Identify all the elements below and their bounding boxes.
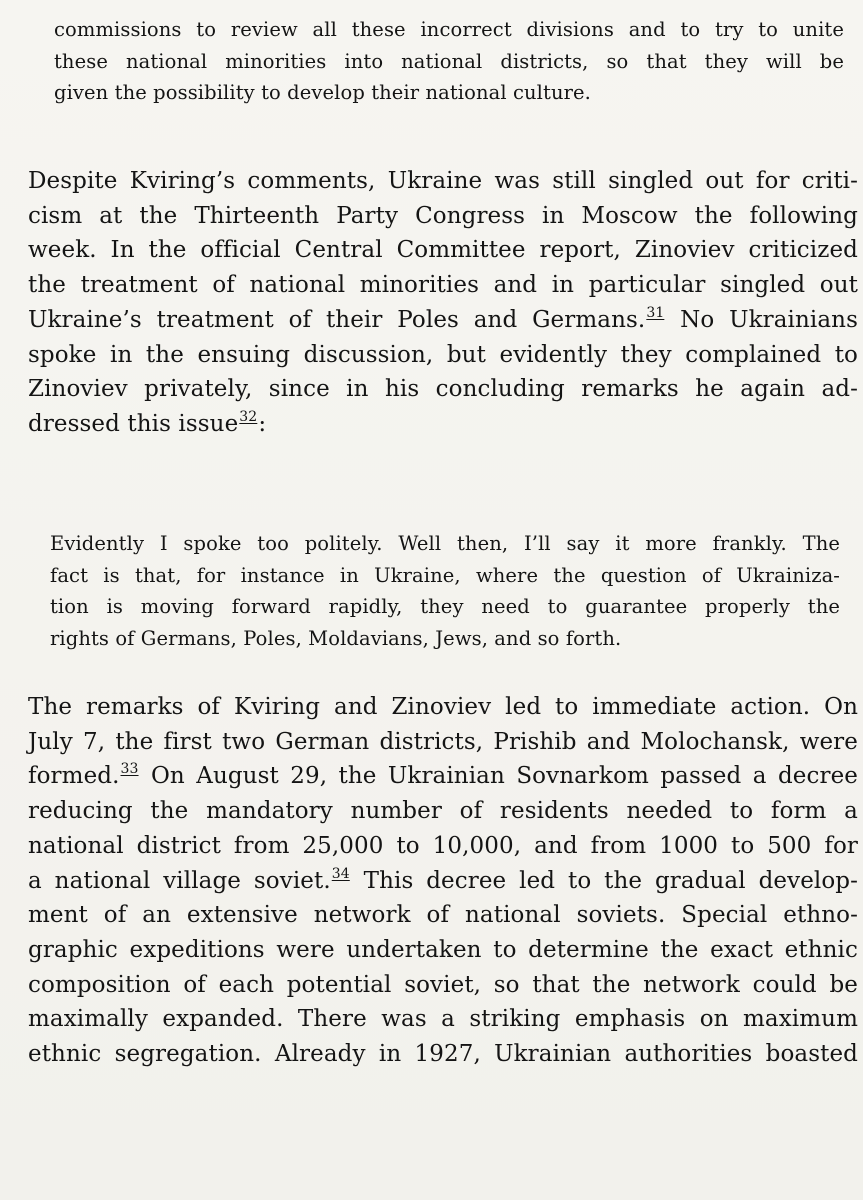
text-line: national district from 25,000 to 10,000, and from 1000 to 500 for <box>28 832 858 859</box>
text-line: spoke in the ensuing discussion, but evidently they complained to <box>28 341 858 368</box>
text-fragment: dressed this issue <box>28 410 239 437</box>
footnote-31-link[interactable]: 31 <box>646 304 665 321</box>
text-line: cism at the Thirteenth Party Congress in Moscow the following <box>28 202 858 229</box>
text-line: ment of an extensive network of national soviets. Special ethno- <box>28 902 858 929</box>
text-line: July 7, the first two German districts, Prishib and Molochansk, were <box>28 728 858 755</box>
quote-line: rights of Germans, Poles, Moldavians, Jews, and so forth. <box>50 626 622 650</box>
quote-line: commissions to review all these incorrect divisions and to try to unite <box>54 18 844 41</box>
footnote-34-link[interactable]: 34 <box>331 865 350 882</box>
footnote-32-link[interactable]: 32 <box>239 408 258 425</box>
quote-line: given the possibility to develop their national culture. <box>54 81 591 104</box>
text-line: Zinoviev privately, since in his concluding remarks he again ad- <box>28 376 858 403</box>
block-quote-zinoviev <box>50 528 840 654</box>
text-line: ethnic segregation. Already in 1927, Ukrainian authorities boasted <box>28 1041 858 1068</box>
quote-line: tion is moving forward rapidly, they need to guarantee properly the <box>50 595 840 618</box>
footnote-33-link[interactable]: 33 <box>120 761 139 778</box>
text-line <box>28 303 858 338</box>
text-fragment: formed. <box>28 763 120 790</box>
text-line: week. In the official Central Committee report, Zinoviev criticized <box>28 237 858 264</box>
paragraph-immediate-action <box>28 690 858 1072</box>
text-fragment: This decree led to the gradual develop- <box>350 867 859 894</box>
text-line: Despite Kviring’s comments, Ukraine was still singled out for criti- <box>28 168 858 194</box>
text-line: the treatment of national minorities and in particular singled out <box>28 272 858 299</box>
text-line: composition of each potential soviet, so that the network could be <box>28 971 858 998</box>
block-quote-top <box>54 14 844 109</box>
quote-line: these national minorities into national districts, so that they will be <box>54 49 844 73</box>
text-fragment: a national village soviet. <box>28 867 331 894</box>
text-line: graphic expeditions were undertaken to determine the exact ethnic <box>28 936 858 963</box>
text-fragment: Ukraine’s treatment of their Poles and Germans. <box>28 306 646 333</box>
text-line: maximally expanded. There was a striking emphasis on maximum <box>28 1006 858 1033</box>
text-fragment: On August 29, the Ukrainian Sovnarkom passed a decree <box>139 763 858 790</box>
quote-line: fact is that, for instance in Ukraine, where the question of Ukrainiza- <box>50 563 840 587</box>
text-line: reducing the mandatory number of residents needed to form a <box>28 798 858 825</box>
paragraph-kviring-criticism <box>28 164 858 442</box>
text-line <box>28 759 858 794</box>
text-fragment: No Ukrainians <box>665 306 858 333</box>
text-line: The remarks of Kviring and Zinoviev led to immediate action. On <box>28 694 858 720</box>
text-fragment: : <box>258 410 267 437</box>
text-line <box>28 407 858 442</box>
text-line <box>28 864 858 899</box>
quote-line: Evidently I spoke too politely. Well then, I’ll say it more frankly. The <box>50 532 840 555</box>
